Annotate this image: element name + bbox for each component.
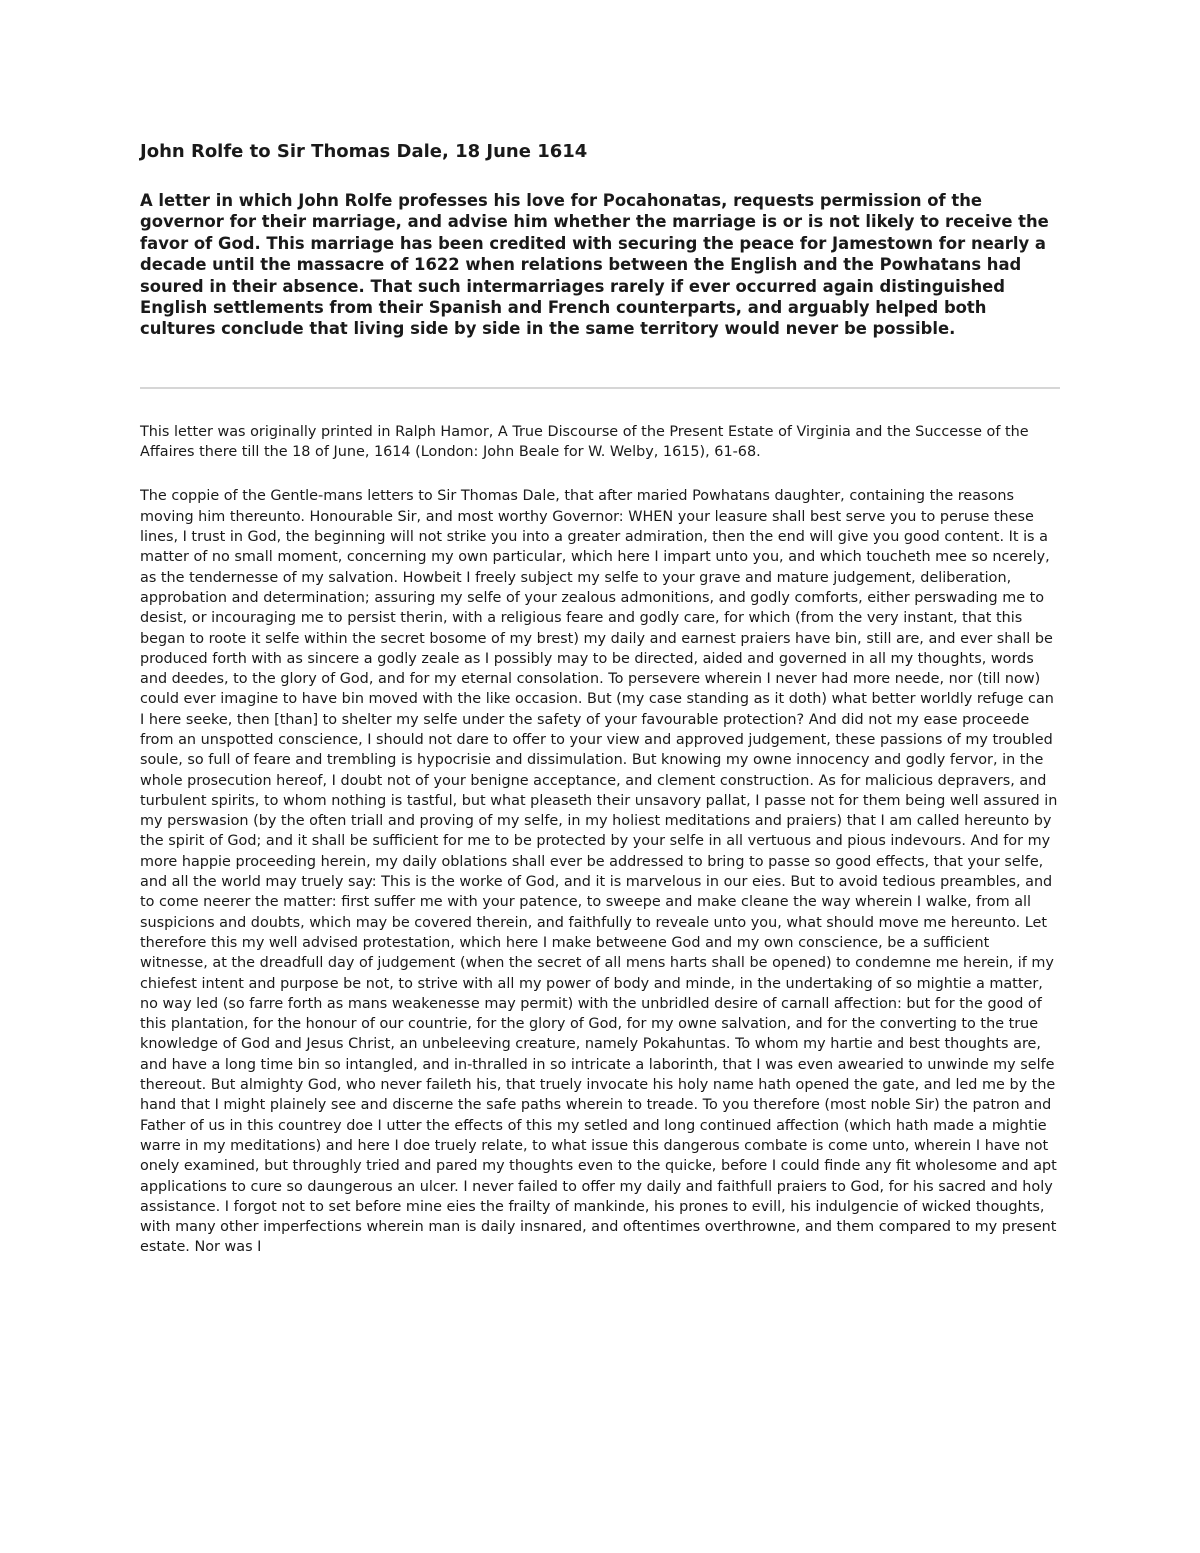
document-page	[140, 140, 1060, 1376]
document-summary: A letter in which John Rolfe professes his love for Pocahonatas, requests permission of the governor for their marriage, and advise him whether the marriage is or is not likely to receive the favor of God. This marriage has been credited with securing the peace for Jamestown for nearly a decade until the massacre of 1622 when relations between the English and the Powhatans had soured in their absence. That such intermarriages rarely if ever occurred again distinguished English settlements from their Spanish and French counterparts, and arguably helped both cultures conclude that living side by side in the same territory would never be possible.	[140, 191, 1049, 339]
letter-body: The coppie of the Gentle-mans letters to Sir Thomas Dale, that after maried Powhatans daughter, containing the reasons moving him thereunto. Honourable Sir, and most worthy Governor: WHEN your leasure shall best serve you to peruse these lines, I trust in God, the beginning will not strike you into a greater admiration, then the end will give you good content. It is a matter of no small moment, concerning my own particular, which here I impart unto you, and which toucheth mee so ncerely, as the tendernesse of my salvation. Howbeit I freely subject my selfe to your grave and mature judgement, deliberation, approbation and determination; assuring my selfe of your zealous admonitions, and godly comforts, either perswading me to desist, or incouraging me to persist therin, with a religious feare and godly care, for which (from the very instant, that this began to roote it selfe within the secret bosome of my brest) my daily and earnest praiers have bin, still are, and ever shall be produced forth with as sincere a godly zeale as I possibly may to be directed, aided and governed in all my thoughts, words and deedes, to the glory of God, and for my eternal consolation. To persevere wherein I never had more neede, nor (till now) could ever imagine to have bin moved with the like occasion. But (my case standing as it doth) what better worldly refuge can I here seeke, then [than] to shelter my selfe under the safety of your favourable protection? And did not my ease proceede from an unspotted conscience, I should not dare to offer to your view and approved judgement, these passions of my troubled soule, so full of feare and trembling is hypocrisie and dissimulation. But knowing my owne innocency and godly fervor, in the whole prosecution hereof, I doubt not of your benigne acceptance, and clement construction. As for malicious depravers, and turbulent spirits, to whom nothing is tastful, but what pleaseth their unsavory pallat, I passe not for them being well assured in my perswasion (by the often triall and proving of my selfe, in my holiest meditations and praiers) that I am called hereunto by the spirit of God; and it shall be sufficient for me to be protected by your selfe in all vertuous and pious indevours. And for my more happie proceeding herein, my daily oblations shall ever be addressed to bring to passe so good effects, that your selfe, and all the world may truely say: This is the worke of God, and it is marvelous in our eies. But to avoid tedious preambles, and to come neerer the matter: first suffer me with your patence, to sweepe and make cleane the way wherein I walke, from all suspicions and doubts, which may be covered therein, and faithfully to reveale unto you, what should move me hereunto. Let therefore this my well advised protestation, which here I make betweene God and my own conscience, be a sufficient witnesse, at the dreadfull day of judgement (when the secret of all mens harts shall be opened) to condemne me herein, if my chiefest intent and purpose be not, to strive with all my power of body and minde, in the undertaking of so mightie a matter, no way led (so farre forth as mans weakenesse may permit) with the unbridled desire of carnall affection: but for the good of this plantation, for the honour of our countrie, for the glory of God, for my owne salvation, and for the converting to the true knowledge of God and Jesus Christ, an unbeleeving creature, namely Pokahuntas. To whom my hartie and best thoughts are, and have a long time bin so intangled, and in-thralled in so intricate a laborinth, that I was even awearied to unwinde my selfe thereout. But almighty God, who never faileth his, that truely invocate his holy name hath opened the gate, and led me by the hand that I might plainely see and discerne the safe paths wherein to treade. To you therefore (most noble Sir) the patron and Father of us in this countrey doe I utter the effects of this my setled and long continued affection (which hath made a mightie warre in my meditations) and here I doe truely relate, to what issue this dangerous combate is come unto, wherein I have not onely examined, but throughly tried and pared my thoughts even to the quicke, before I could finde any fit wholesome and apt applications to cure so daungerous an ulcer. I never failed to offer my daily and faithfull praiers to God, for his sacred and holy assistance. I forgot not to set before mine eies the frailty of mankinde, his prones to evill, his indulgencie of wicked thoughts, with many other imperfections wherein man is daily insnared, and oftentimes overthrowne, and them compared to my present estate. Nor was I	[140, 488, 1058, 1256]
document-title: John Rolfe to Sir Thomas Dale, 18 June 1614	[140, 141, 588, 162]
source-note: This letter was originally printed in Ralph Hamor, A True Discourse of the Present Estate of Virginia and the Successe of the Affaires there till the 18 of June, 1614 (London: John Beale for W. Welby, 1615), 61-68.	[140, 423, 1029, 461]
section-divider	[140, 387, 1060, 389]
